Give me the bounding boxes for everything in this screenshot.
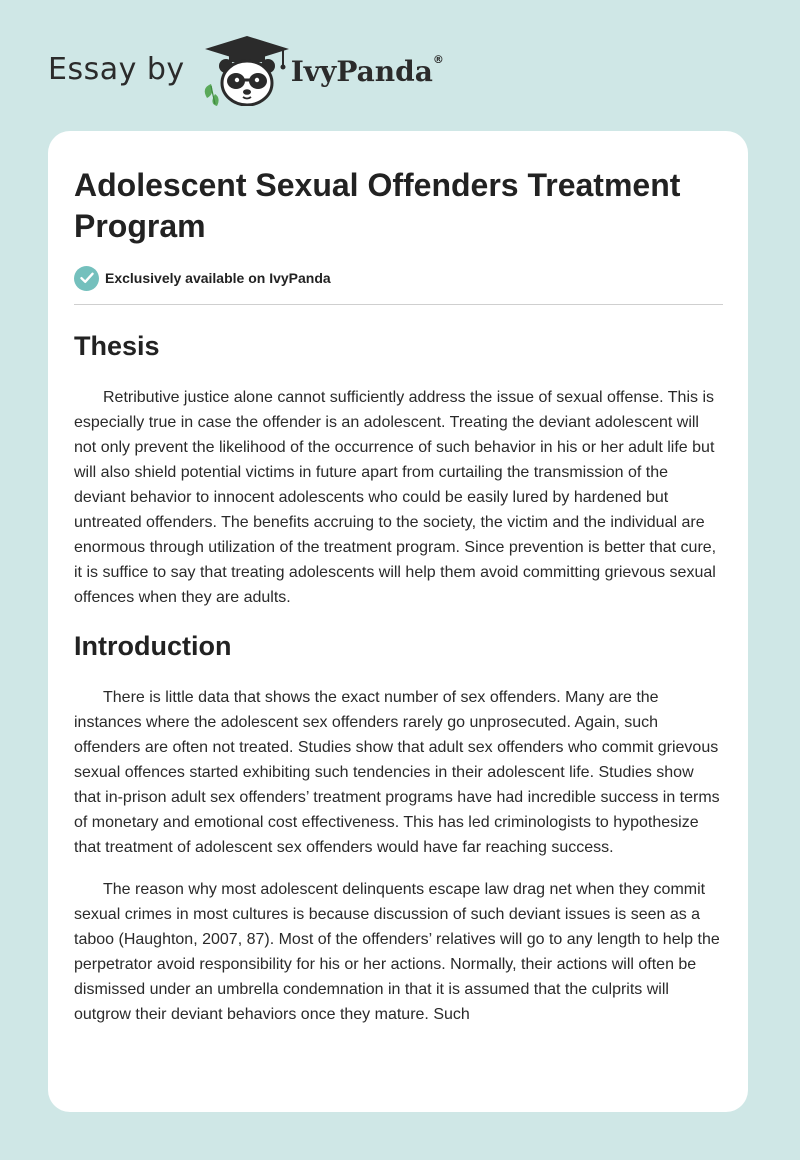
ivypanda-wordmark: IvyPanda® xyxy=(290,52,444,88)
exclusive-label: Exclusively available on IvyPanda xyxy=(105,270,331,286)
section-heading-thesis: Thesis xyxy=(74,331,160,361)
essay-content xyxy=(74,165,722,1027)
introduction-paragraph-1: There is little data that shows the exact number of sex offenders. Many are the instances where the adolescent sex offenders rarely go unprosecuted. Again, such offenders are often not treated. Studies show that adult sex offenders who commit grievous sexual offences started exhibiting such tendencies in their adolescent life. Studies show that in-prison adult sex offenders’ treatment programs have had incredible success in terms of monetary and emotional cost effectiveness. This has led criminologists to hypothesize that treatment of adolescent sex offenders would have far reaching success. xyxy=(74,689,720,856)
essay-by-label: Essay by xyxy=(48,51,185,87)
exclusive-badge xyxy=(74,265,722,291)
thesis-paragraph: Retributive justice alone cannot sufficiently address the issue of sexual offense. This is especially true in case the offender is an adolescent. Treating the deviant adolescent will not only prevent the likelihood of the occurrence of such behavior in his or her adult life but will also shield potential victims in future apart from curtailing the transmission of the deviant behavior to innocent adolescents who could be easily lured by hardened but untreated offenders. The benefits accruing to the society, the victim and the individual are enormous through utilization of the treatment program. Since prevention is better that cure, it is suffice to say that treating adolescents will help them avoid committing grievous sexual offences when they are adults. xyxy=(74,389,717,606)
panda-graduate-logo xyxy=(199,36,289,106)
brand-header[interactable] xyxy=(48,36,444,106)
introduction-paragraph-2: The reason why most adolescent delinquents escape law drag net when they commit sexual crimes in most cultures is because discussion of such deviant issues is seen as a taboo (Haughton, 2007, 87). Most of the offenders’ relatives will go to any length to help the perpetrator avoid responsibility for his or her actions. Normally, their actions will often be dismissed under an umbrella condemnation in that it is assumed that the culprits will outgrow their deviant behaviors once they mature. Such xyxy=(74,881,720,1023)
page-title: Adolescent Sexual Offenders Treatment Program xyxy=(74,167,681,244)
check-circle-icon xyxy=(74,266,99,291)
section-heading-introduction: Introduction xyxy=(74,631,232,661)
essay-card xyxy=(48,131,748,1112)
divider xyxy=(74,304,723,305)
